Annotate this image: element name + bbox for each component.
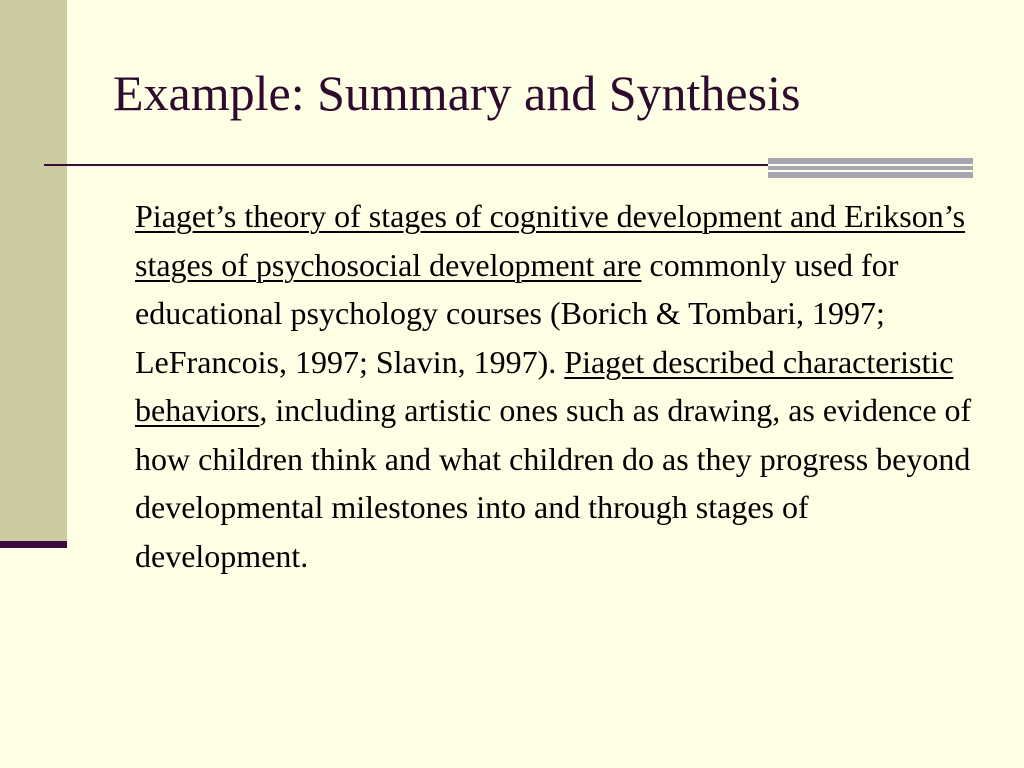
text-segment-courses: commonly used for educational psychology courses (Borich & Tombari, 1997; LeFrancois, 1997; Slavin, 1997).	[135, 246, 899, 380]
side-accent-bar	[0, 541, 67, 548]
body-paragraph	[135, 192, 985, 580]
slide-title: Example: Summary and Synthesis	[113, 65, 801, 121]
divider-stripe	[768, 166, 973, 170]
underlined-phrase-theories: Piaget’s theory of stages of cognitive development and Erikson’s stages of psychosocial development are	[135, 198, 966, 283]
text-segment-behaviors: , including artistic ones such as drawing, as evidence of how children think and what children do as they progress beyond developmental milestones into and through stages of development.	[135, 392, 972, 574]
divider-stripe	[768, 172, 973, 178]
underlined-phrase-piaget: Piaget described characteristic behaviors	[135, 343, 954, 428]
title-divider-accent	[768, 158, 973, 178]
side-band-decoration	[0, 0, 67, 541]
divider-stripe	[768, 158, 973, 164]
title-divider-line	[44, 164, 768, 166]
